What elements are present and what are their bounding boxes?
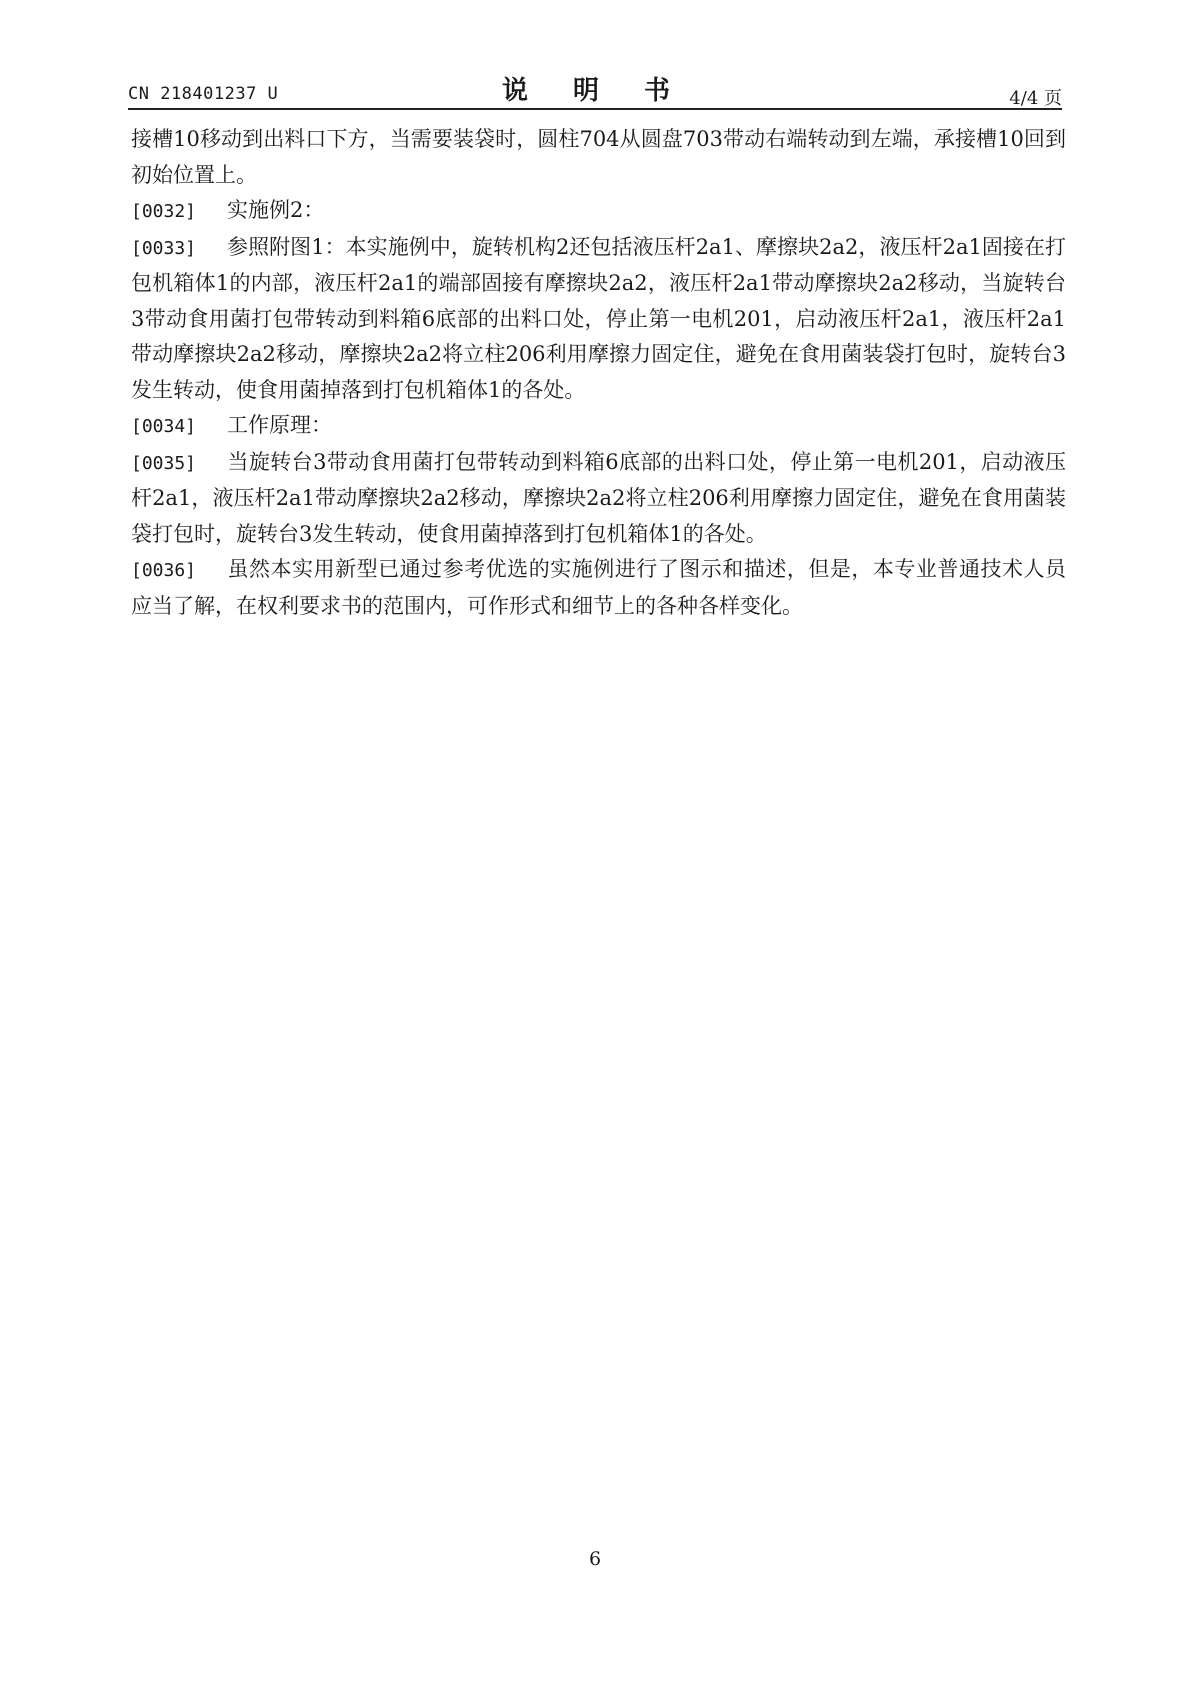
paragraph [131,445,1066,553]
page-header [128,70,1062,110]
page-number: 6 [588,1548,602,1570]
document-body [131,122,1066,624]
paragraph-text: 参照附图1：本实施例中，旋转机构2还包括液压杆2a1、摩擦块2a2，液压杆2a1固接在打包机箱体1的内部，液压杆2a1的端部固接有摩擦块2a2，液压杆2a1带动摩擦块2a2移动，当旋转台3带动食用菌打包带转动到料箱6底部的出料口处，停止第一电机201，启动液压杆2a1，液压杆2a1带动摩擦块2a2移动，摩擦块2a2将立柱206利用摩擦力固定住，避免在食用菌装袋打包时，旋转台3发生转动，使食用菌掉落到打包机箱体1的各处。 [131,234,1066,402]
publication-number: CN 218401237 U [128,84,279,104]
document-title: 说 明 书 [501,76,689,106]
paragraph-tag: [0036] [131,560,197,581]
paragraph-tag: [0035] [131,452,197,474]
page-indicator: 4/4 页 [1009,88,1062,109]
paragraph [131,230,1066,409]
paragraph [131,552,1066,624]
paragraph [131,122,1066,193]
paragraph-text: 当旋转台3带动食用菌打包带转动到料箱6底部的出料口处，停止第一电机201，启动液压杆2a1，液压杆2a1带动摩擦块2a2移动，摩擦块2a2将立柱206利用摩擦力固定住，避免在食用菌装袋打包时，旋转台3发生转动，使食用菌掉落到打包机箱体1的各处。 [131,449,1066,546]
paragraph-tag: [0032] [131,201,197,222]
paragraph-text: 工作原理： [227,413,332,437]
paragraph-text: 接槽10移动到出料口下方，当需要装袋时，圆柱704从圆盘703带动右端转动到左端，承接槽10回到初始位置上。 [131,127,1066,187]
paragraph-tag: [0033] [131,237,197,259]
header-rule [128,108,1062,110]
paragraph-text: 虽然本实用新型已通过参考优选的实施例进行了图示和描述，但是，本专业普通技术人员应当了解，在权利要求书的范围内，可作形式和细节上的各种各样变化。 [131,557,1066,618]
paragraph-tag: [0034] [131,416,197,437]
paragraph-text: 实施例2： [227,198,325,222]
paragraph [131,408,1066,445]
paragraph [131,193,1066,230]
